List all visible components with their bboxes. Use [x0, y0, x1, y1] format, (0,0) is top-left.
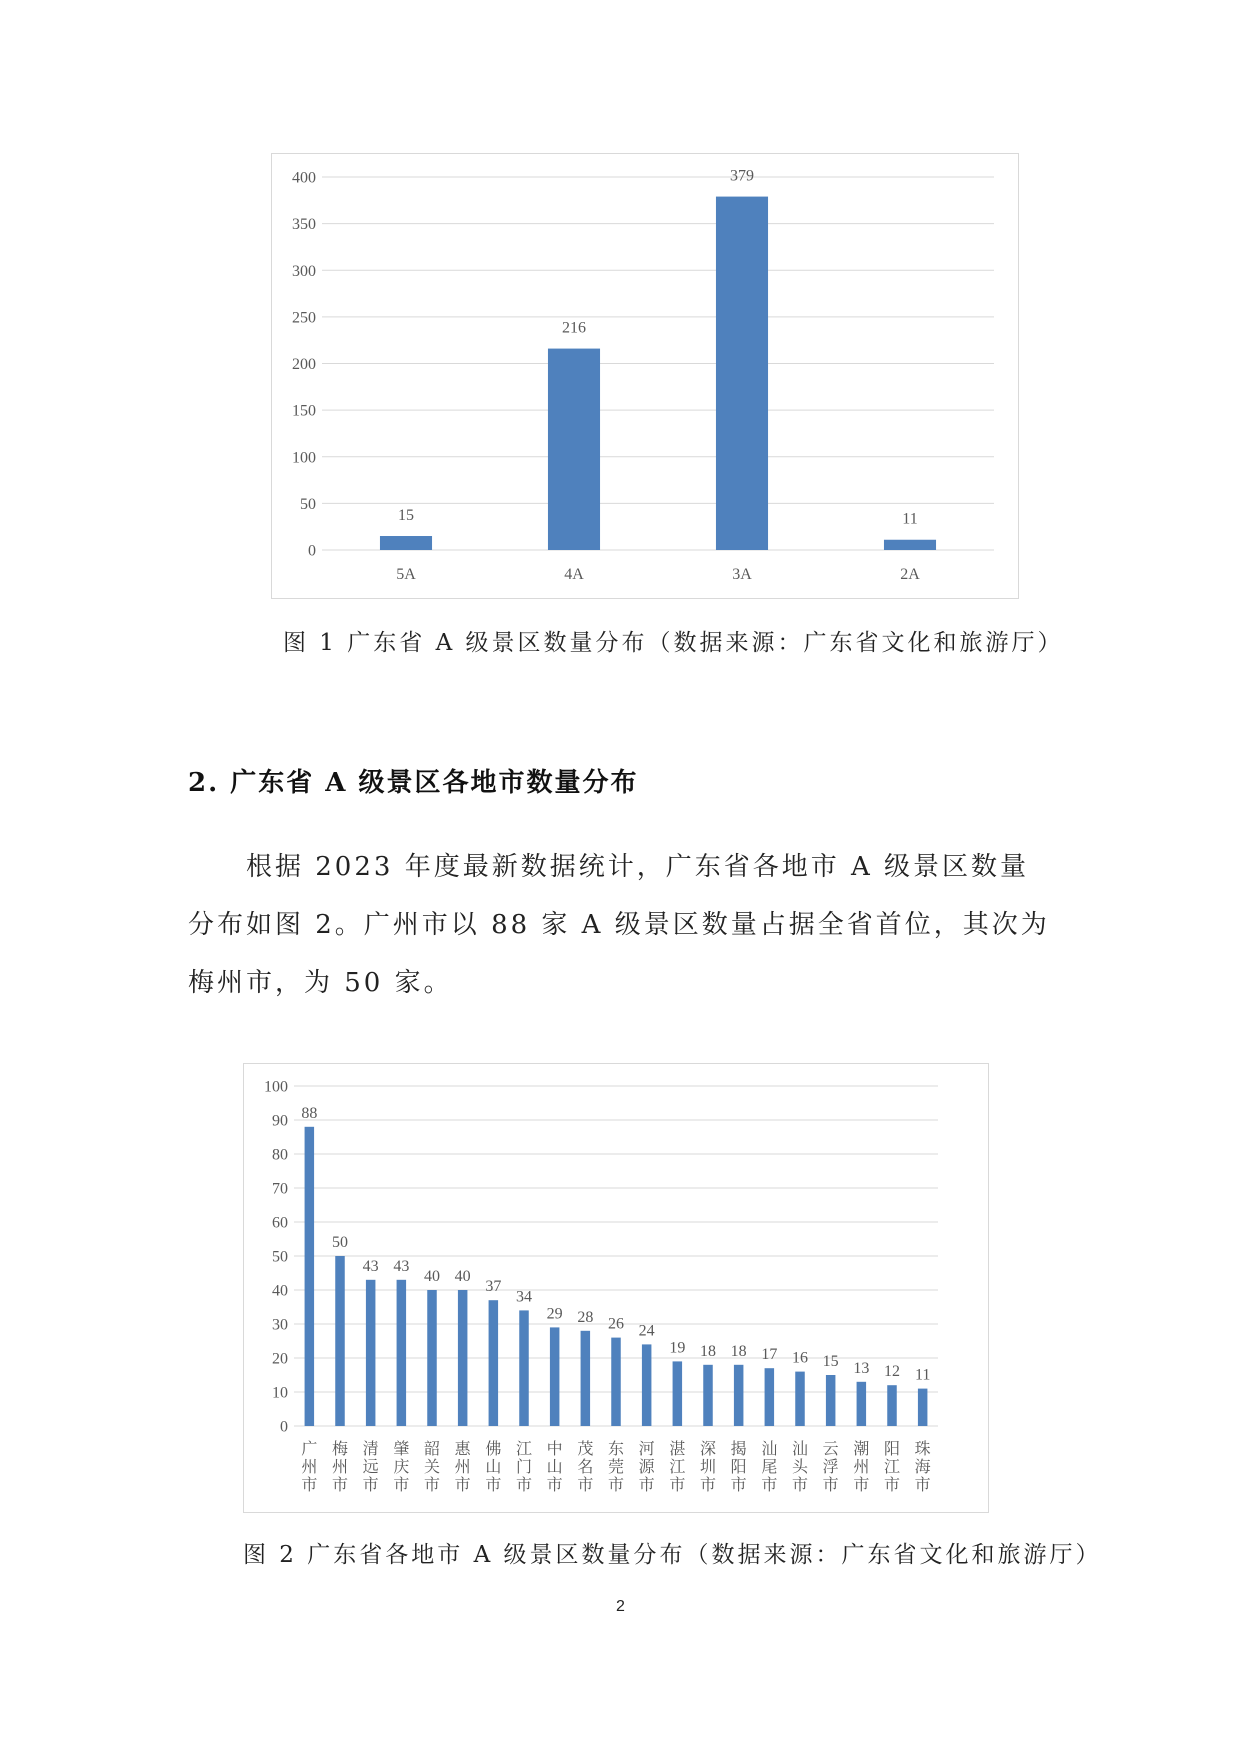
figure-2-chart	[243, 1063, 989, 1513]
data-label: 11	[902, 510, 918, 528]
data-label: 29	[546, 1305, 563, 1323]
y-tick-label: 50	[300, 495, 316, 513]
x-tick-label: 湛江市	[669, 1441, 686, 1494]
x-tick-label: 汕头市	[791, 1441, 809, 1494]
y-tick-label: 50	[272, 1248, 288, 1266]
bar	[703, 1365, 713, 1426]
x-tick-label: 江门市	[515, 1441, 533, 1494]
data-label: 28	[577, 1308, 594, 1326]
data-label: 12	[884, 1363, 900, 1381]
data-label: 34	[516, 1288, 532, 1306]
x-tick-label: 肇庆市	[393, 1441, 410, 1494]
data-label: 24	[638, 1322, 655, 1340]
x-tick-label: 广州市	[301, 1441, 318, 1494]
data-label: 40	[424, 1268, 440, 1285]
data-label: 17	[761, 1346, 778, 1364]
y-tick-label: 10	[272, 1384, 288, 1402]
data-label: 37	[485, 1278, 502, 1296]
data-label: 15	[822, 1353, 839, 1370]
x-tick-label: 汕尾市	[761, 1441, 778, 1494]
y-tick-label: 80	[272, 1146, 288, 1164]
bar	[489, 1300, 499, 1426]
bar	[519, 1310, 529, 1426]
bar	[548, 349, 600, 550]
x-tick-label: 4A	[564, 566, 584, 583]
y-tick-label: 400	[292, 169, 316, 187]
x-tick-label: 佛山市	[485, 1441, 502, 1494]
bar	[397, 1280, 407, 1426]
bar	[427, 1290, 437, 1426]
bar	[673, 1361, 683, 1426]
data-label: 15	[398, 507, 414, 525]
data-label: 26	[608, 1315, 624, 1333]
data-label: 11	[914, 1366, 931, 1384]
bar	[581, 1331, 591, 1426]
bar	[887, 1385, 897, 1426]
bar	[857, 1382, 867, 1426]
bar	[716, 197, 768, 550]
bar	[366, 1280, 376, 1426]
x-tick-label: 云浮市	[822, 1441, 839, 1494]
bar	[458, 1290, 468, 1426]
y-tick-label: 40	[272, 1282, 288, 1300]
body-paragraph	[188, 838, 1056, 1012]
data-label: 43	[362, 1257, 379, 1275]
x-tick-label: 梅州市	[331, 1441, 349, 1494]
bar	[918, 1389, 928, 1426]
x-tick-label: 东莞市	[607, 1441, 625, 1494]
data-label: 19	[669, 1339, 686, 1357]
x-tick-label: 深圳市	[699, 1441, 717, 1494]
x-tick-label: 中山市	[546, 1441, 563, 1494]
bar	[884, 540, 936, 550]
bar	[611, 1338, 621, 1426]
bar	[550, 1327, 560, 1426]
y-tick-label: 100	[264, 1078, 288, 1096]
data-label: 13	[853, 1359, 870, 1377]
bar	[642, 1344, 652, 1426]
x-tick-label: 潮州市	[853, 1441, 870, 1494]
data-label: 88	[301, 1104, 318, 1122]
x-tick-label: 阳江市	[883, 1441, 901, 1494]
y-tick-label: 200	[292, 356, 316, 374]
bar	[335, 1256, 345, 1426]
x-tick-label: 2A	[900, 566, 920, 583]
x-tick-label: 河源市	[638, 1441, 655, 1494]
data-label: 18	[730, 1342, 747, 1360]
y-tick-label: 300	[292, 262, 316, 280]
x-tick-label: 韶关市	[423, 1441, 441, 1494]
bar	[734, 1365, 744, 1426]
y-tick-label: 20	[272, 1350, 288, 1368]
y-tick-label: 150	[292, 402, 316, 420]
y-tick-label: 60	[272, 1214, 288, 1232]
paragraph-text: 根据 2023 年度最新数据统计，广东省各地市 A 级景区数量分布如图 2。广州市以 88 家 A 级景区数量占据全省首位，其次为梅州市，为 50 家。	[188, 852, 1050, 998]
bar	[795, 1372, 805, 1426]
y-tick-label: 250	[292, 309, 316, 327]
y-tick-label: 30	[272, 1316, 288, 1334]
data-label: 43	[393, 1257, 410, 1275]
y-tick-label: 0	[308, 542, 316, 560]
figure-1-svg	[272, 154, 1018, 598]
x-tick-label: 揭阳市	[730, 1441, 747, 1494]
bar	[380, 536, 432, 550]
bar	[826, 1375, 836, 1426]
y-tick-label: 100	[292, 449, 316, 467]
bar	[305, 1127, 315, 1426]
x-tick-label: 5A	[396, 566, 416, 583]
data-label: 16	[792, 1349, 808, 1367]
figure-2-svg	[244, 1064, 988, 1512]
figure-2-caption: 图 2 广东省各地市 A 级景区数量分布（数据来源：广东省文化和旅游厅）	[243, 1542, 1102, 1568]
y-tick-label: 0	[280, 1418, 288, 1436]
x-tick-label: 惠州市	[454, 1441, 471, 1494]
data-label: 18	[700, 1342, 716, 1360]
x-tick-label: 珠海市	[914, 1441, 931, 1494]
figure-1-chart	[271, 153, 1019, 599]
y-tick-label: 350	[292, 216, 316, 234]
x-tick-label: 3A	[732, 566, 752, 583]
data-label: 379	[730, 167, 754, 185]
data-label: 40	[454, 1268, 471, 1285]
section-heading: 2. 广东省 A 级景区各地市数量分布	[188, 768, 639, 798]
x-tick-label: 茂名市	[577, 1441, 594, 1494]
y-tick-label: 70	[272, 1180, 288, 1198]
x-tick-label: 清远市	[362, 1441, 379, 1494]
figure-1-caption: 图 1 广东省 A 级景区数量分布（数据来源：广东省文化和旅游厅）	[283, 630, 1064, 656]
data-label: 216	[562, 319, 586, 337]
y-tick-label: 90	[272, 1112, 288, 1130]
data-label: 50	[332, 1234, 348, 1251]
bar	[765, 1368, 775, 1426]
page-number: 2	[616, 1598, 625, 1615]
